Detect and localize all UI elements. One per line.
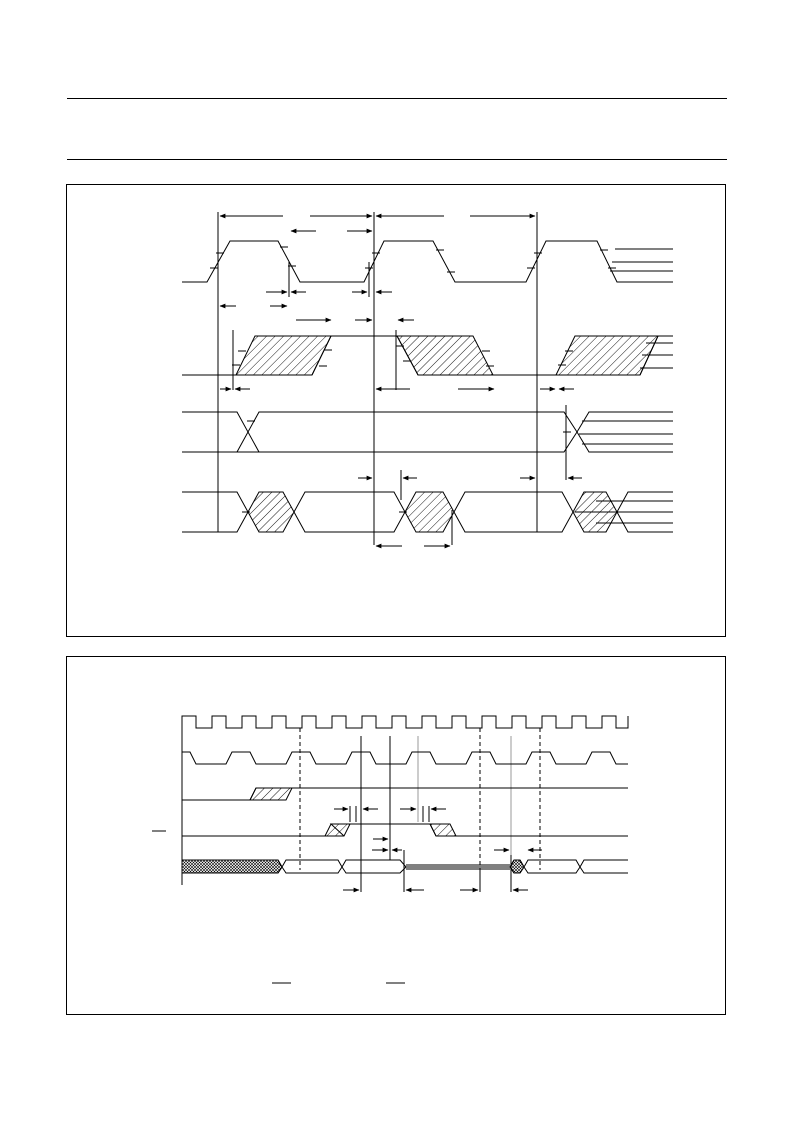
signal-clock <box>182 241 673 282</box>
signal-slow-clock <box>182 752 628 764</box>
figure-1-timing <box>182 212 673 546</box>
clock-timing-arrows <box>220 292 414 320</box>
figure-2-waveforms <box>152 716 628 983</box>
signal-bus <box>182 412 673 452</box>
signal-request <box>182 788 628 800</box>
signal-data-hatched <box>182 336 673 375</box>
signal-bus-hatched <box>182 492 673 532</box>
signal-fast-clock <box>182 716 628 728</box>
period-arrows <box>220 216 535 231</box>
signal-data-bus <box>182 860 628 873</box>
enable-timing-arrows <box>372 839 542 850</box>
